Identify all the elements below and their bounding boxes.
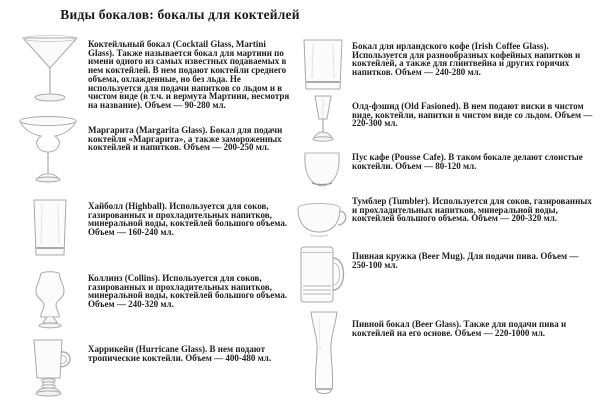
martini-glass-image xyxy=(20,34,80,106)
margarita-glass-image xyxy=(17,112,79,186)
glass-description-hurricane: Харрикейн (Hurricane Glass). В нем подают тропические коктейли. Объем — 400-480 мл. xyxy=(88,344,272,363)
hurricane-shaped-glass-image xyxy=(25,270,75,332)
footed-mug-with-handle-image xyxy=(22,338,78,398)
highball-glass-image xyxy=(30,198,70,258)
wheat-beer-glass-image xyxy=(304,310,344,398)
glass-description-margarita: Маргарита (Margarita Glass). Бокал для подачи коктейля «Маргарита», а также замороженных коктейлей и напитков. Объем — 200-250 мл. xyxy=(88,125,283,153)
glass-description-pousse-cafe: Пус кафе (Pousse Cafe). В таком бокале делают слоистые коктейли. Объем — 80-120 мл. xyxy=(352,152,583,171)
glass-description-old-fashioned: Олд-фэшнд (Old Fasioned). В нем подают виски в чистом виде, коктейли, напитки в чистом виде со льдом. Объем — 220-300 мл. xyxy=(352,101,593,129)
beer-mug-image xyxy=(296,244,350,306)
glass-description-cocktail: Коктейльный бокал (Cocktail Glass, Martini Glass). Также называется бокал для мартини по имени одного из самых известных подаваемых в нем коктейлей. В нем подают коктейли среднего объема, охлажденные, но без льда. Не используется для подачи напитков со льдом и в чистом виде (в т.ч. и вермута Мартини, несмотря на название). Объем — 90-280 мл. xyxy=(88,39,290,110)
rocks-glass-image xyxy=(300,38,346,92)
cup-with-handle-image xyxy=(294,200,350,240)
glass-description-beer-glass: Пивной бокал (Beer Glass). Также для подачи пива и коктейлей на его основе. Объем — 220-1000 мл. xyxy=(352,319,567,338)
glass-description-tumbler: Тумблер (Tumbler). Используется для соков, газированных и прохладительных напитков, минеральной воды, коктейлей большого объема. Объем — 200-320 мл. xyxy=(352,196,592,224)
footed-cordial-glass-image xyxy=(302,94,344,144)
rounded-tumbler-glass-image xyxy=(300,150,344,192)
glass-description-irish-coffee: Бокал для ирландского кофе (Irish Coffee Glass). Используется для разнообразных кофейных напитков и коктейлей, а также для глинтвейна и других горячих напитков. Объем — 240-280 мл. xyxy=(352,41,581,78)
glass-description-collins: Коллинз (Collins). Используется для соков, газированных и прохладительных напитков, минеральной воды, коктейлей большого объема. Объем — 240-320 мл. xyxy=(88,273,288,310)
glass-description-highball: Хайболл (Highball). Используется для соков, газированных и прохладительных напитков, минеральной воды, коктейлей большого объема. Объем — 160-240 мл. xyxy=(88,201,288,238)
glass-description-beer-mug: Пивная кружка (Beer Mug). Для подачи пива. Объем — 250-100 мл. xyxy=(352,251,579,270)
page-title: Виды бокалов: бокалы для коктейлей xyxy=(60,7,300,22)
